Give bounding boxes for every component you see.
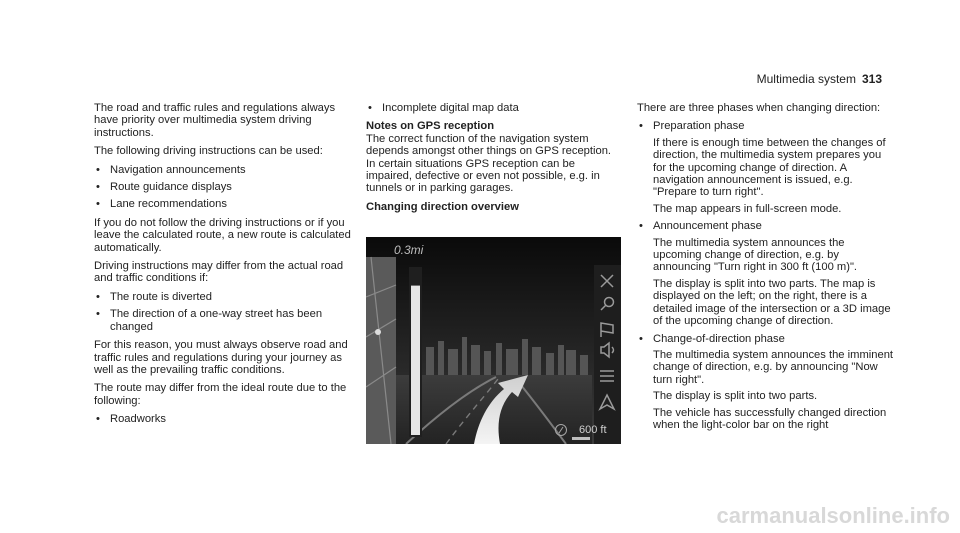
- scale-bar: [572, 437, 590, 440]
- column-1: [94, 102, 356, 432]
- watermark: carmanualsonline.info: [716, 503, 950, 528]
- paragraph: The following driving instructions can be used:: [94, 145, 323, 158]
- column-2: [366, 102, 622, 213]
- paragraph: The correct function of the navigation system depends amongst other things on GPS reception. In certain situations GPS reception can be impaired, defective or even not possible, e.g. in tunnels or in parking garages.: [366, 132, 612, 195]
- bullet-list: [94, 413, 356, 425]
- list-item: • Roadworks: [96, 413, 166, 426]
- paragraph: If there is enough time between the changes of direction, the multimedia system prepares you for the upcoming change of direction. A navigation announcement is issued, e.g. "Prepare to turn right".: [653, 136, 886, 199]
- paragraph: The multimedia system announces the upcoming change of direction, e.g. by announcing "Turn right in 300 ft (100 m)".: [653, 236, 858, 274]
- distance-bottom-label: 600 ft: [579, 424, 607, 436]
- section-heading: Changing direction overview: [366, 200, 519, 213]
- list-item: • The direction of a one-way street has been changed: [96, 308, 323, 333]
- paragraph: The road and traffic rules and regulations always have priority over multimedia system driving instructions.: [94, 102, 336, 139]
- list-item: • Change-of-direction phase The multimedia system announces the imminent change of direction, e.g. by announcing "Now turn right". The display is split into two parts. The vehicle has successfully changed direction when the light-color bar on the right: [639, 332, 894, 431]
- navigation-screenshot: [366, 237, 621, 444]
- bullet-list: [94, 291, 356, 333]
- distance-progress-bar: [411, 286, 420, 435]
- list-item: • Lane recommendations: [96, 198, 227, 211]
- bullet-list: [94, 164, 356, 211]
- section-title: Multimedia system: [756, 72, 856, 86]
- paragraph: The multimedia system announces the imminent change of direction, e.g. by announcing "Now turn right".: [653, 348, 894, 386]
- section-heading: Notes on GPS reception: [366, 120, 495, 133]
- paragraph: The display is split into two parts.: [653, 390, 818, 403]
- paragraph: Driving instructions may differ from the actual road and traffic conditions if:: [94, 260, 344, 285]
- bullet-list: [637, 120, 895, 431]
- map-strip: [366, 257, 396, 444]
- paragraph: The display is split into two parts. The map is displayed on the left; on the right, there is a detailed image of the intersection or a 3D image of the upcoming change of direction.: [653, 277, 891, 328]
- paragraph: The vehicle has successfully changed direction when the light-color bar on the right: [653, 406, 887, 431]
- paragraph: If you do not follow the driving instructions or if you leave the calculated route, a new route is calculated automatically.: [94, 216, 351, 254]
- list-item: • Navigation announcements: [96, 163, 246, 176]
- list-item: • Preparation phase If there is enough time between the changes of direction, the multimedia system prepares you for the upcoming change of direction. A navigation announcement is issued, e.g. "Prepare to turn right". The map appears in full-screen mode.: [637, 120, 895, 215]
- paragraph: The map appears in full-screen mode.: [653, 202, 842, 215]
- list-item: • Incomplete digital map data: [368, 102, 519, 114]
- paragraph: For this reason, you must always observe road and traffic rules and regulations during your journey as well as the prevailing traffic conditions.: [94, 339, 348, 376]
- page-number: 313: [861, 72, 882, 86]
- list-item: • Route guidance displays: [96, 181, 232, 194]
- page-header: [757, 72, 882, 86]
- paragraph: The route may differ from the ideal route due to the following:: [94, 382, 347, 407]
- bullet-list: [366, 102, 622, 114]
- list-item: • Announcement phase The multimedia system announces the upcoming change of direction, e.g. by announcing "Turn right in 300 ft (100 m)". The display is split into two parts. The map is displayed on the left; on the right, there is a detailed image of the intersection or a 3D image of the upcoming change of direction.: [637, 220, 895, 327]
- side-toolbar: [594, 265, 621, 444]
- distance-top-label: 0.3mi: [394, 243, 424, 257]
- list-item: • The route is diverted: [96, 290, 212, 303]
- paragraph: There are three phases when changing direction:: [637, 102, 881, 114]
- column-3: [637, 102, 895, 437]
